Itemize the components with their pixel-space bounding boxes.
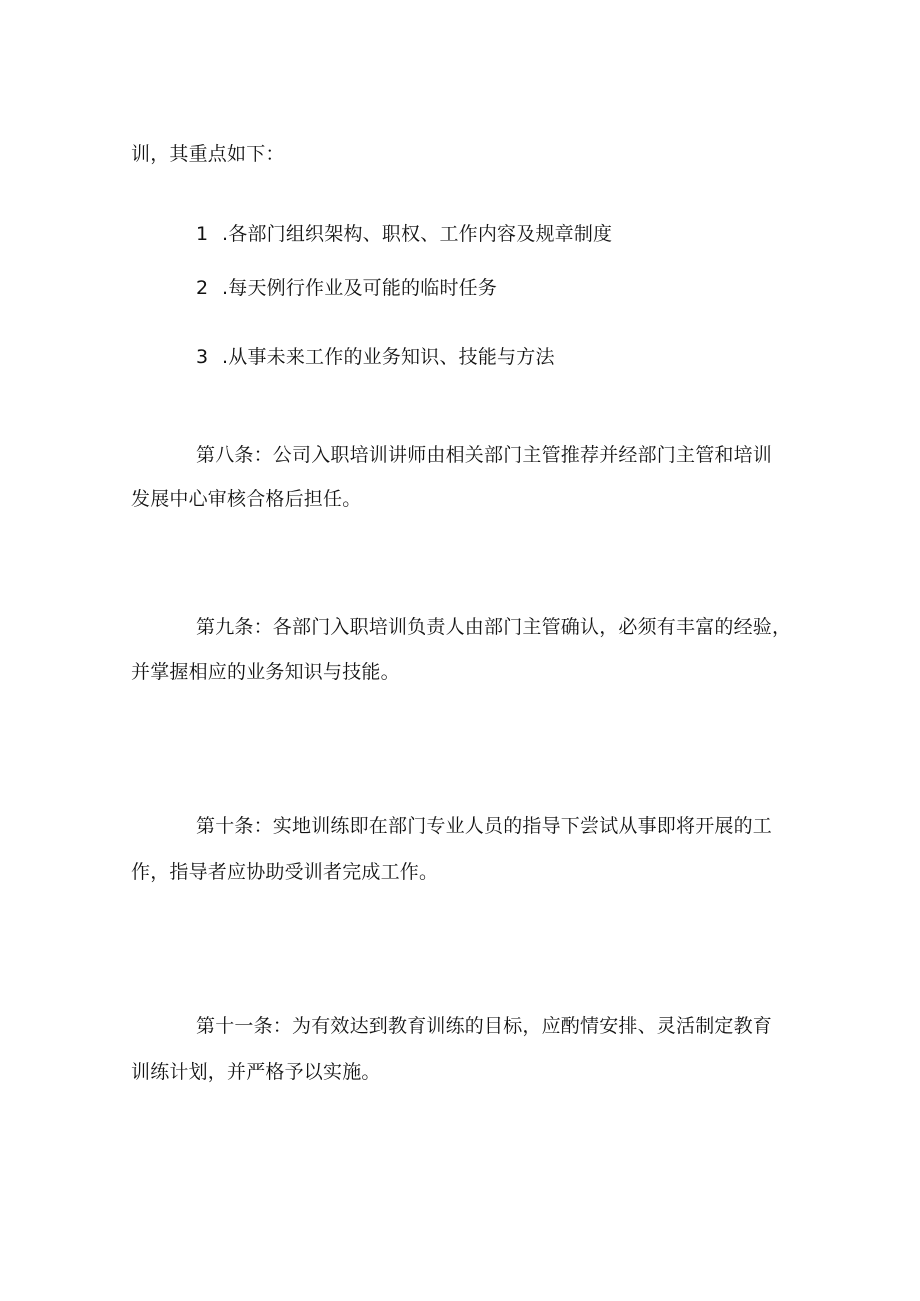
list-item-1 xyxy=(196,222,612,246)
article-10-line-1: 第十条：实地训练即在部门专业人员的指导下尝试从事即将开展的工 xyxy=(196,815,773,837)
list-text: .每天例行作业及可能的临时任务 xyxy=(222,277,498,299)
list-item-3 xyxy=(196,345,555,369)
article-9-line-2: 并掌握相应的业务知识与技能。 xyxy=(131,661,400,683)
article-8-line-1: 第八条：公司入职培训讲师由相关部门主管推荐并经部门主管和培训 xyxy=(196,444,773,466)
list-item-2 xyxy=(196,276,497,300)
article-11-line-2: 训练计划，并严格予以实施。 xyxy=(131,1061,381,1083)
article-10-line-2: 作，指导者应协助受训者完成工作。 xyxy=(131,861,439,883)
list-number: 1 xyxy=(196,223,209,245)
article-11-line-1: 第十一条：为有效达到教育训练的目标，应酌情安排、灵活制定教育 xyxy=(196,1015,773,1037)
intro-line: 训，其重点如下： xyxy=(131,143,285,165)
list-text: .从事未来工作的业务知识、技能与方法 xyxy=(222,346,555,368)
list-number: 2 xyxy=(196,277,209,299)
list-text: .各部门组织架构、职权、工作内容及规章制度 xyxy=(222,223,613,245)
list-number: 3 xyxy=(196,346,209,368)
article-9-line-1: 第九条：各部门入职培训负责人由部门主管确认，必须有丰富的经验， xyxy=(196,616,792,638)
article-8-line-2: 发展中心审核合格后担任。 xyxy=(131,488,362,510)
